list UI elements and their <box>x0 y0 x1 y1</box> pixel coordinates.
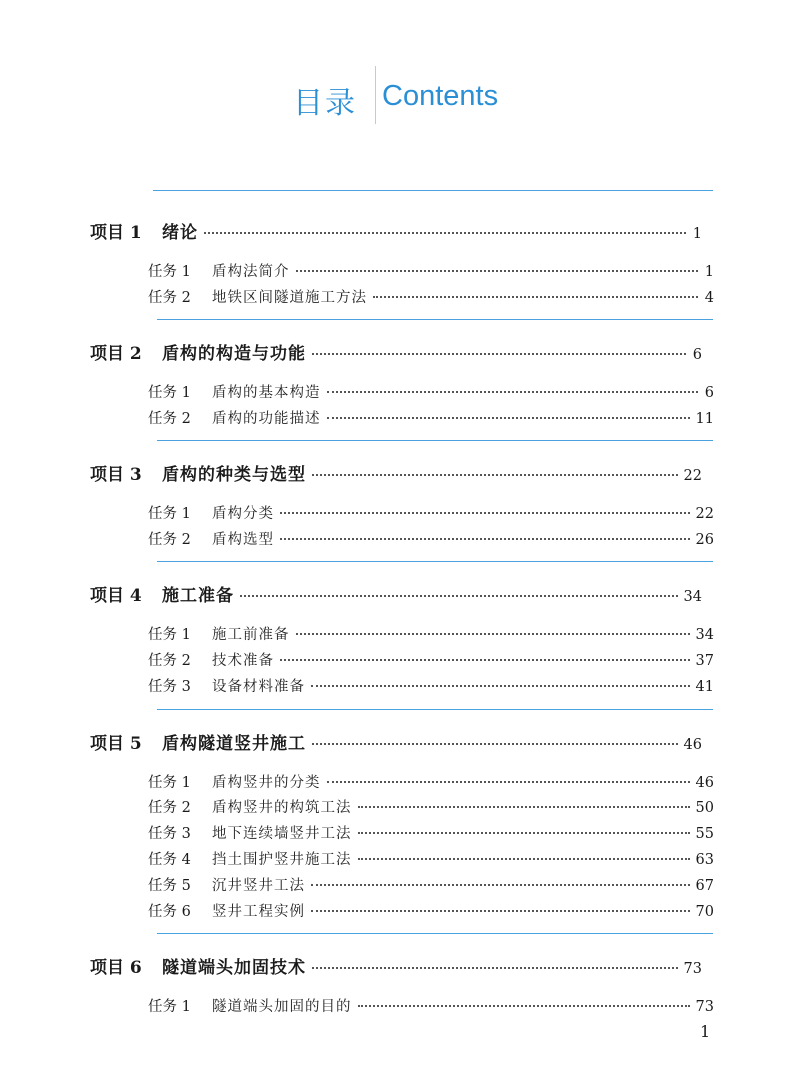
task-page-number: 6 <box>704 385 714 401</box>
project-title: 施工准备 <box>162 586 234 606</box>
task-entry[interactable] <box>148 528 714 549</box>
project-entry[interactable] <box>90 581 702 606</box>
dot-leader <box>312 474 678 476</box>
dot-leader <box>311 685 690 687</box>
task-title: 隧道端头加固的目的 <box>212 999 352 1015</box>
task-page-number: 55 <box>695 826 714 842</box>
dot-leader <box>296 270 699 272</box>
task-page-number: 50 <box>695 800 714 816</box>
task-number: 任务 2 <box>148 532 191 548</box>
task-title: 沉井竖井工法 <box>212 878 305 894</box>
project-page-number: 34 <box>683 589 702 605</box>
contents-header <box>0 66 790 126</box>
dot-leader <box>358 858 690 860</box>
task-entry[interactable] <box>148 796 714 817</box>
dot-leader <box>358 832 690 834</box>
task-page-number: 26 <box>695 532 714 548</box>
section-divider <box>157 933 713 934</box>
task-number: 任务 6 <box>148 904 191 920</box>
task-entry[interactable] <box>148 771 714 792</box>
task-page-number: 37 <box>695 653 714 669</box>
task-number: 任务 2 <box>148 653 191 669</box>
dot-leader <box>240 595 678 597</box>
task-page-number: 41 <box>695 679 714 695</box>
task-page-number: 1 <box>704 264 714 280</box>
task-number: 任务 2 <box>148 411 191 427</box>
task-number: 任务 1 <box>148 264 191 280</box>
task-number: 任务 2 <box>148 800 191 816</box>
task-entry[interactable] <box>148 675 714 696</box>
section-divider <box>157 561 713 562</box>
project-number: 项目 3 <box>90 465 142 485</box>
task-number: 任务 1 <box>148 506 191 522</box>
section-divider <box>153 190 713 191</box>
dot-leader <box>280 512 690 514</box>
dot-leader <box>327 391 699 393</box>
dot-leader <box>358 1005 690 1007</box>
task-number: 任务 2 <box>148 290 191 306</box>
task-page-number: 11 <box>695 411 714 427</box>
task-entry[interactable] <box>148 407 714 428</box>
project-entry[interactable] <box>90 460 702 485</box>
task-entry[interactable] <box>148 995 714 1016</box>
task-entry[interactable] <box>148 286 714 307</box>
task-title: 施工前准备 <box>212 627 290 643</box>
task-entry[interactable] <box>148 874 714 895</box>
task-title: 竖井工程实例 <box>212 904 305 920</box>
section-divider <box>157 319 713 320</box>
task-page-number: 70 <box>695 904 714 920</box>
project-number: 项目 5 <box>90 734 142 754</box>
project-title: 盾构的构造与功能 <box>162 344 306 364</box>
project-title: 隧道端头加固技术 <box>162 958 306 978</box>
task-title: 盾构的功能描述 <box>212 411 321 427</box>
task-title: 盾构分类 <box>212 506 274 522</box>
task-number: 任务 1 <box>148 999 191 1015</box>
project-page-number: 6 <box>692 347 702 363</box>
dot-leader <box>312 967 678 969</box>
task-title: 挡土围护竖井施工法 <box>212 852 352 868</box>
project-entry[interactable] <box>90 339 702 364</box>
dot-leader <box>311 884 690 886</box>
page-title-en: Contents <box>382 80 499 112</box>
project-page-number: 46 <box>683 737 702 753</box>
dot-leader <box>204 232 686 234</box>
task-title: 盾构的基本构造 <box>212 385 321 401</box>
project-number: 项目 6 <box>90 958 142 978</box>
task-entry[interactable] <box>148 260 714 281</box>
dot-leader <box>327 417 690 419</box>
project-page-number: 73 <box>683 961 702 977</box>
title-separator <box>375 66 376 124</box>
dot-leader <box>327 781 690 783</box>
section-divider <box>157 709 713 710</box>
task-page-number: 67 <box>695 878 714 894</box>
project-page-number: 22 <box>683 468 702 484</box>
dot-leader <box>280 538 690 540</box>
task-number: 任务 5 <box>148 878 191 894</box>
project-number: 项目 1 <box>90 223 142 243</box>
task-entry[interactable] <box>148 381 714 402</box>
project-entry[interactable] <box>90 729 702 754</box>
task-number: 任务 3 <box>148 679 191 695</box>
project-title: 盾构的种类与选型 <box>162 465 306 485</box>
task-title: 地铁区间隧道施工方法 <box>212 290 367 306</box>
task-number: 任务 3 <box>148 826 191 842</box>
task-entry[interactable] <box>148 848 714 869</box>
task-page-number: 63 <box>695 852 714 868</box>
task-entry[interactable] <box>148 900 714 921</box>
dot-leader <box>312 353 686 355</box>
project-title: 绪论 <box>162 223 198 243</box>
task-page-number: 34 <box>695 627 714 643</box>
dot-leader <box>280 659 690 661</box>
task-entry[interactable] <box>148 502 714 523</box>
project-entry[interactable] <box>90 953 702 978</box>
task-title: 地下连续墙竖井工法 <box>212 826 352 842</box>
task-title: 盾构选型 <box>212 532 274 548</box>
task-page-number: 46 <box>695 775 714 791</box>
dot-leader <box>373 296 698 298</box>
task-page-number: 22 <box>695 506 714 522</box>
project-page-number: 1 <box>692 226 702 242</box>
project-number: 项目 4 <box>90 586 142 606</box>
page-number: 1 <box>700 1022 711 1041</box>
task-number: 任务 1 <box>148 385 191 401</box>
project-number: 项目 2 <box>90 344 142 364</box>
task-number: 任务 1 <box>148 775 191 791</box>
task-entry[interactable] <box>148 822 714 843</box>
task-number: 任务 1 <box>148 627 191 643</box>
dot-leader <box>311 910 690 912</box>
section-divider <box>157 440 713 441</box>
dot-leader <box>358 806 690 808</box>
project-title: 盾构隧道竖井施工 <box>162 734 306 754</box>
task-title: 盾构竖井的构筑工法 <box>212 800 352 816</box>
task-entry[interactable] <box>148 623 714 644</box>
project-entry[interactable] <box>90 218 702 243</box>
task-title: 设备材料准备 <box>212 679 305 695</box>
task-entry[interactable] <box>148 649 714 670</box>
task-page-number: 73 <box>695 999 714 1015</box>
task-page-number: 4 <box>704 290 714 306</box>
dot-leader <box>312 743 678 745</box>
task-title: 盾构法简介 <box>212 264 290 280</box>
dot-leader <box>296 633 690 635</box>
page-title-cn: 目录 <box>293 86 357 121</box>
task-title: 盾构竖井的分类 <box>212 775 321 791</box>
task-title: 技术准备 <box>212 653 274 669</box>
task-number: 任务 4 <box>148 852 191 868</box>
